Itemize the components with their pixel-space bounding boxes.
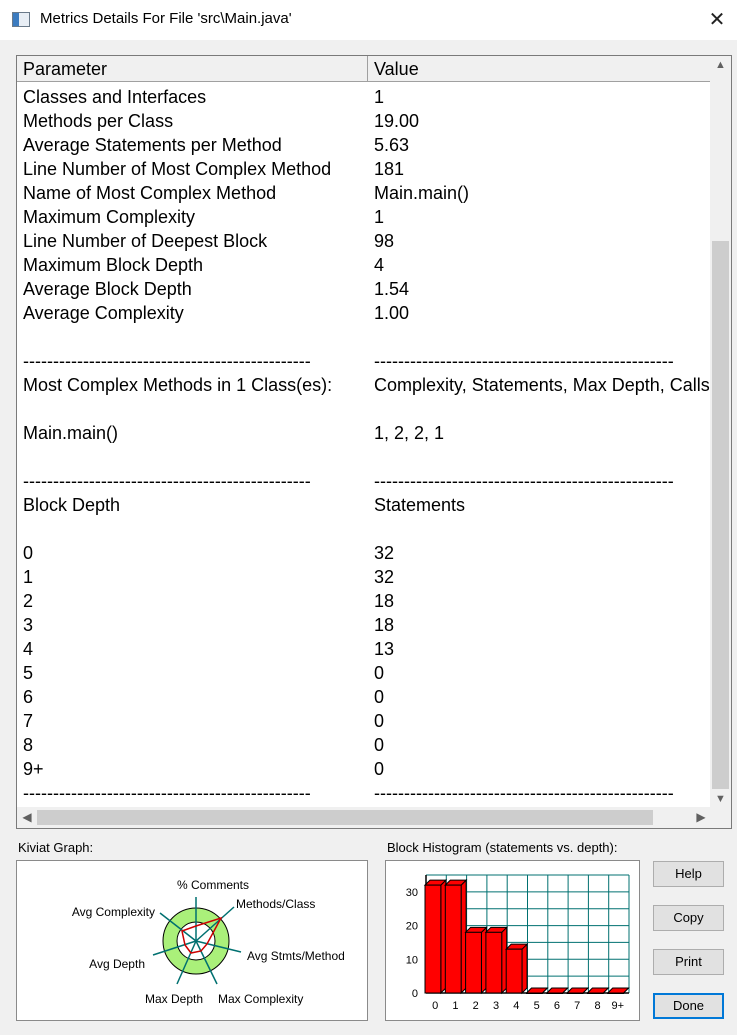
- table-row[interactable]: [17, 157, 711, 181]
- table-row[interactable]: [17, 493, 711, 517]
- metrics-list[interactable]: [16, 55, 732, 829]
- histogram-y-tick-label: 10: [405, 954, 418, 967]
- parameter-cell: 7: [23, 711, 34, 731]
- parameter-cell: Block Depth: [23, 495, 121, 515]
- histogram-x-tick-label: 0: [432, 1000, 439, 1012]
- value-cell: 0: [374, 759, 385, 779]
- value-cell: --------------------------------------------------: [374, 471, 674, 491]
- histogram-bar: [608, 993, 624, 994]
- histogram-bar: [567, 993, 583, 994]
- table-row[interactable]: [17, 709, 711, 733]
- kiviat-axis-max-depth: Max Depth: [144, 992, 204, 1006]
- kiviat-label: Kiviat Graph:: [18, 840, 94, 855]
- metrics-list-content: [17, 56, 711, 808]
- window-title: Metrics Details For File 'src\Main.java': [40, 10, 292, 27]
- help-button[interactable]: Help: [653, 861, 724, 887]
- parameter-cell: Average Block Depth: [23, 279, 192, 299]
- table-row[interactable]: [17, 781, 711, 805]
- value-cell: Main.main(): [374, 183, 470, 203]
- vertical-scroll-thumb[interactable]: [712, 241, 729, 789]
- print-button[interactable]: Print: [653, 949, 724, 975]
- value-cell: 98: [374, 231, 395, 251]
- block-histogram: [385, 860, 640, 1021]
- parameter-cell: 5: [23, 663, 34, 683]
- kiviat-axis-avg-complexity: Avg Complexity: [71, 905, 155, 919]
- histogram-x-tick-label: 2: [472, 1000, 479, 1012]
- scroll-down-arrow[interactable]: ▼: [715, 793, 726, 805]
- value-cell: 32: [374, 567, 395, 587]
- histogram-bar-side: [522, 944, 527, 993]
- histogram-x-tick-label: 8: [594, 1000, 601, 1012]
- window-icon: [12, 12, 30, 27]
- table-row[interactable]: [17, 109, 711, 133]
- parameter-cell: Average Statements per Method: [23, 135, 282, 155]
- table-row[interactable]: [17, 277, 711, 301]
- table-row[interactable]: [17, 589, 711, 613]
- scroll-corner: [710, 807, 731, 828]
- column-header-value[interactable]: Value: [368, 56, 711, 82]
- title-bar: [0, 0, 737, 40]
- parameter-cell: 6: [23, 687, 34, 707]
- parameter-cell: 3: [23, 615, 34, 635]
- parameter-cell: ------------------------------------------------: [23, 471, 311, 491]
- histogram-bar: [527, 993, 543, 994]
- value-cell: 13: [374, 639, 395, 659]
- table-row[interactable]: [17, 181, 711, 205]
- parameter-cell: Average Complexity: [23, 303, 184, 323]
- parameter-cell: Line Number of Most Complex Method: [23, 159, 332, 179]
- histogram-bar: [466, 932, 482, 993]
- kiviat-axis-max-complexity: Max Complexity: [218, 992, 304, 1006]
- table-row[interactable]: [17, 517, 711, 541]
- table-row[interactable]: [17, 565, 711, 589]
- table-row[interactable]: [17, 685, 711, 709]
- kiviat-axis-comments: % Comments: [176, 878, 250, 892]
- kiviat-svg: [17, 861, 367, 1020]
- histogram-y-tick-label: 30: [405, 886, 418, 899]
- value-cell: 4: [374, 255, 385, 275]
- histogram-x-tick-label: 7: [574, 1000, 581, 1012]
- value-cell: 181: [374, 159, 405, 179]
- histogram-x-tick-label: 3: [492, 1000, 500, 1012]
- table-row[interactable]: [17, 469, 711, 493]
- table-row[interactable]: [17, 301, 711, 325]
- histogram-x-tick-label: 6: [553, 1000, 560, 1012]
- histogram-x-tick-label: 4: [513, 1000, 520, 1012]
- table-row[interactable]: [17, 733, 711, 757]
- parameter-cell: 9+: [23, 759, 44, 779]
- value-cell: 1.00: [374, 303, 410, 323]
- table-row[interactable]: [17, 229, 711, 253]
- kiviat-axis-avg-depth: Avg Depth: [89, 957, 145, 971]
- table-row[interactable]: [17, 757, 711, 781]
- histogram-svg: [386, 861, 639, 1020]
- histogram-label: Block Histogram (statements vs. depth):: [387, 840, 618, 855]
- value-cell: 0: [374, 663, 385, 683]
- parameter-cell: 8: [23, 735, 34, 755]
- parameter-cell: ------------------------------------------------: [23, 351, 311, 371]
- histogram-bar: [506, 949, 522, 993]
- value-cell: 5.63: [374, 135, 410, 155]
- parameter-cell: Main.main(): [23, 423, 119, 443]
- table-row[interactable]: [17, 253, 711, 277]
- parameter-cell: Methods per Class: [23, 111, 174, 131]
- histogram-bar: [445, 885, 461, 993]
- parameter-cell: Line Number of Deepest Block: [23, 231, 268, 251]
- parameter-cell: 1: [23, 567, 34, 587]
- parameter-cell: Classes and Interfaces: [23, 87, 207, 107]
- table-row[interactable]: [17, 397, 711, 421]
- kiviat-axis-methods-class: Methods/Class: [236, 897, 316, 911]
- kiviat-axis-avg-stmts: Avg Stmts/Method: [247, 949, 345, 963]
- value-cell: 1: [374, 207, 385, 227]
- value-cell: --------------------------------------------------: [374, 783, 674, 803]
- value-cell: 1, 2, 2, 1: [374, 423, 445, 443]
- parameter-cell: ------------------------------------------------: [23, 783, 311, 803]
- histogram-y-tick-label: 0: [411, 988, 418, 1000]
- histogram-x-tick-label: 9+: [611, 1000, 625, 1012]
- table-row[interactable]: [17, 637, 711, 661]
- done-button[interactable]: Done: [653, 993, 724, 1019]
- value-cell: 18: [374, 615, 395, 635]
- scroll-right-arrow[interactable]: ▶: [696, 810, 706, 824]
- histogram-x-tick-label: 5: [533, 1000, 540, 1012]
- parameter-cell: Maximum Complexity: [23, 207, 196, 227]
- value-cell: Statements: [374, 495, 466, 515]
- histogram-bar: [587, 993, 603, 994]
- parameter-cell: Most Complex Methods in 1 Class(es):: [23, 375, 333, 395]
- parameter-cell: 0: [23, 543, 34, 563]
- parameter-cell: 2: [23, 591, 34, 611]
- table-row[interactable]: [17, 325, 711, 349]
- histogram-bar: [425, 885, 441, 993]
- parameter-cell: Name of Most Complex Method: [23, 183, 277, 203]
- value-cell: 0: [374, 687, 385, 707]
- close-button[interactable]: ✕: [708, 9, 726, 31]
- vertical-scrollbar[interactable]: [710, 56, 731, 808]
- table-row[interactable]: [17, 613, 711, 637]
- table-row[interactable]: [17, 85, 711, 109]
- table-row[interactable]: [17, 541, 711, 565]
- table-row[interactable]: [17, 349, 711, 373]
- table-row[interactable]: [17, 445, 711, 469]
- table-row[interactable]: [17, 661, 711, 685]
- histogram-y-tick-label: 20: [405, 920, 418, 933]
- table-row[interactable]: [17, 373, 711, 397]
- kiviat-graph: [16, 860, 368, 1021]
- value-cell: --------------------------------------------------: [374, 351, 674, 371]
- value-cell: 0: [374, 735, 385, 755]
- value-cell: 0: [374, 711, 385, 731]
- table-row[interactable]: [17, 205, 711, 229]
- horizontal-scroll-thumb[interactable]: [37, 810, 653, 825]
- value-cell: 19.00: [374, 111, 420, 131]
- table-row[interactable]: [17, 421, 711, 445]
- value-cell: 32: [374, 543, 395, 563]
- value-cell: 1.54: [374, 279, 410, 299]
- horizontal-scrollbar[interactable]: [17, 807, 711, 828]
- histogram-x-tick-label: 1: [452, 1000, 459, 1012]
- column-header-parameter[interactable]: Parameter: [17, 56, 368, 82]
- histogram-bar: [486, 932, 502, 993]
- parameter-cell: 4: [23, 639, 34, 659]
- value-cell: 1: [374, 87, 385, 107]
- table-row[interactable]: [17, 133, 711, 157]
- histogram-bar: [547, 993, 563, 994]
- scroll-up-arrow[interactable]: ▲: [715, 59, 726, 71]
- copy-button[interactable]: Copy: [653, 905, 724, 931]
- parameter-cell: Maximum Block Depth: [23, 255, 204, 275]
- value-cell: Complexity, Statements, Max Depth, Calls: [374, 375, 710, 395]
- value-cell: 18: [374, 591, 395, 611]
- scroll-left-arrow[interactable]: ◀: [22, 810, 32, 824]
